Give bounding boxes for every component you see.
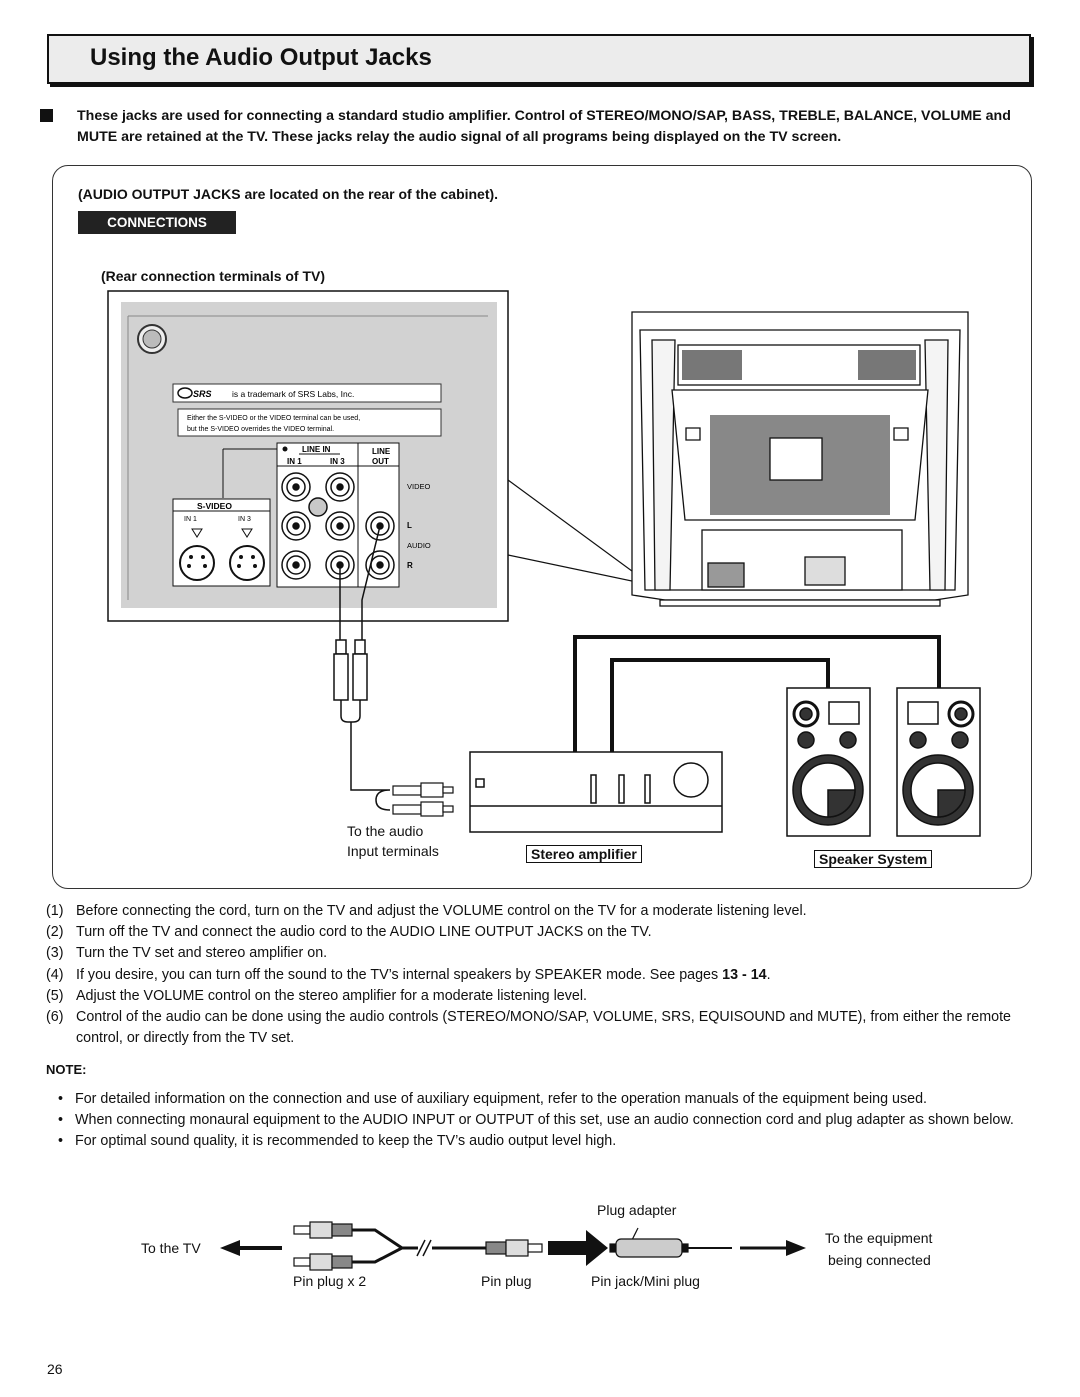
bullet-icon: • (58, 1133, 64, 1150)
step-text: If you desire, you can turn off the sound to the TV’s internal speakers by SPEAKER mode. See pages (76, 966, 723, 983)
notes-list (58, 1089, 1033, 1153)
to-audio-label-1: To the audio (347, 823, 424, 839)
connections-badge: CONNECTIONS (78, 211, 236, 234)
plug-adapter-label: Plug adapter (597, 1202, 677, 1218)
steps-list (46, 901, 1046, 1049)
rear-terminals-caption: (Rear connection terminals of TV) (101, 268, 326, 284)
step-text: Adjust the VOLUME control on the stereo amplifier for a moderate listening level. (76, 987, 587, 1004)
speaker-right-drawing (897, 688, 980, 836)
location-note: (AUDIO OUTPUT JACKS are located on the rear of the cabinet). (78, 186, 499, 202)
svideo-label: S-VIDEO (197, 501, 232, 511)
list-item (58, 1089, 1033, 1110)
bullet-icon: • (58, 1112, 64, 1129)
speaker-system-label: Speaker System (814, 850, 932, 868)
svideo-note-2: but the S-VIDEO overrides the VIDEO terminal. (187, 426, 335, 433)
pin-jack-mini-label: Pin jack/Mini plug (591, 1273, 700, 1289)
line-in3-label: IN 3 (330, 457, 345, 466)
arrow-right-icon (786, 1240, 806, 1256)
step-text: Turn the TV set and stereo amplifier on. (76, 945, 328, 962)
left-label: L (407, 521, 412, 530)
line-in1-label: IN 1 (287, 457, 302, 466)
list-item (58, 1131, 1033, 1152)
list-item (46, 965, 1046, 986)
list-item (46, 901, 1046, 922)
list-item (46, 922, 1046, 943)
list-item (58, 1110, 1033, 1131)
srs-logo: SRS (193, 389, 212, 399)
stereo-amplifier-drawing (470, 752, 722, 832)
page-reference: 13 - 14 (722, 966, 767, 983)
step-text: Control of the audio can be done using the audio controls (STEREO/MONO/SAP, VOLUME, SRS, EQUISOUND and MUTE), from either the remote control, or directly from the TV set. (76, 1009, 1011, 1047)
page-number: 26 (47, 1361, 63, 1377)
line-out-label-1: LINE (372, 447, 391, 456)
line-out-label-2: OUT (372, 457, 389, 466)
svideo-in3-label: IN 3 (238, 516, 251, 523)
to-audio-label-2: Input terminals (347, 843, 439, 859)
step-text: Turn off the TV and connect the audio cord to the AUDIO LINE OUTPUT JACKS on the TV. (76, 924, 652, 941)
step-number: (5) (46, 987, 64, 1004)
step-text: Before connecting the cord, turn on the TV and adjust the VOLUME control on the TV for a moderate listening level. (76, 903, 807, 919)
bullet-icon: • (58, 1091, 64, 1107)
speaker-left-drawing (787, 688, 870, 836)
list-item (46, 1007, 1046, 1049)
note-heading: NOTE: (46, 1062, 87, 1077)
page-title: Using the Audio Output Jacks (90, 44, 432, 71)
tv-rear-view (632, 312, 968, 606)
video-label: VIDEO (407, 482, 431, 491)
step-number: (3) (46, 945, 64, 962)
line-in-label: LINE IN (302, 445, 331, 454)
pin-plug (486, 1240, 542, 1256)
pin-plug-pair (294, 1222, 352, 1270)
list-item (46, 943, 1046, 964)
note-text: For optimal sound quality, it is recommended to keep the TV’s audio output level high. (75, 1133, 617, 1150)
to-equipment-label-2: being connected (828, 1252, 931, 1268)
srs-note: is a trademark of SRS Labs, Inc. (232, 389, 355, 399)
pin-plug-label: Pin plug (481, 1273, 532, 1289)
right-label: R (407, 561, 413, 570)
step-number: (6) (46, 1009, 64, 1026)
to-equipment-label-1: To the equipment (825, 1230, 933, 1246)
plug-adapter-drawing (610, 1239, 732, 1257)
note-text: For detailed information on the connection and use of auxiliary equipment, refer to the operation manuals of the equipment being used. (75, 1091, 927, 1107)
svideo-note-1: Either the S-VIDEO or the VIDEO terminal can be used, (187, 415, 361, 422)
step-number: (1) (46, 903, 64, 919)
intro-text: These jacks are used for connecting a standard studio amplifier. Control of STEREO/MONO/SAP, BASS, TREBLE, BALANCE, VOLUME and MUTE are retained at the TV. These jacks relay the audio signal of all programs being displayed on the TV screen. (77, 108, 1011, 145)
step-text-end: . (766, 966, 771, 983)
svideo-in1-label: IN 1 (184, 516, 197, 523)
stereo-amplifier-label: Stereo amplifier (526, 845, 642, 863)
to-tv-label: To the TV (141, 1240, 201, 1256)
step-number: (4) (46, 966, 64, 983)
audio-plug (393, 783, 453, 816)
arrow-right-bold-icon (586, 1230, 608, 1266)
rear-terminal-panel (108, 291, 651, 621)
audio-label: AUDIO (407, 541, 431, 550)
note-text: When connecting monaural equipment to the AUDIO INPUT or OUTPUT of this set, use an audio connection cord and plug adapter as shown below. (75, 1112, 1014, 1129)
step-number: (2) (46, 924, 64, 941)
arrow-left-icon (220, 1240, 240, 1256)
pin-plug-x2-label: Pin plug x 2 (293, 1273, 367, 1289)
list-item (46, 986, 1046, 1007)
speaker-wires (575, 637, 939, 752)
